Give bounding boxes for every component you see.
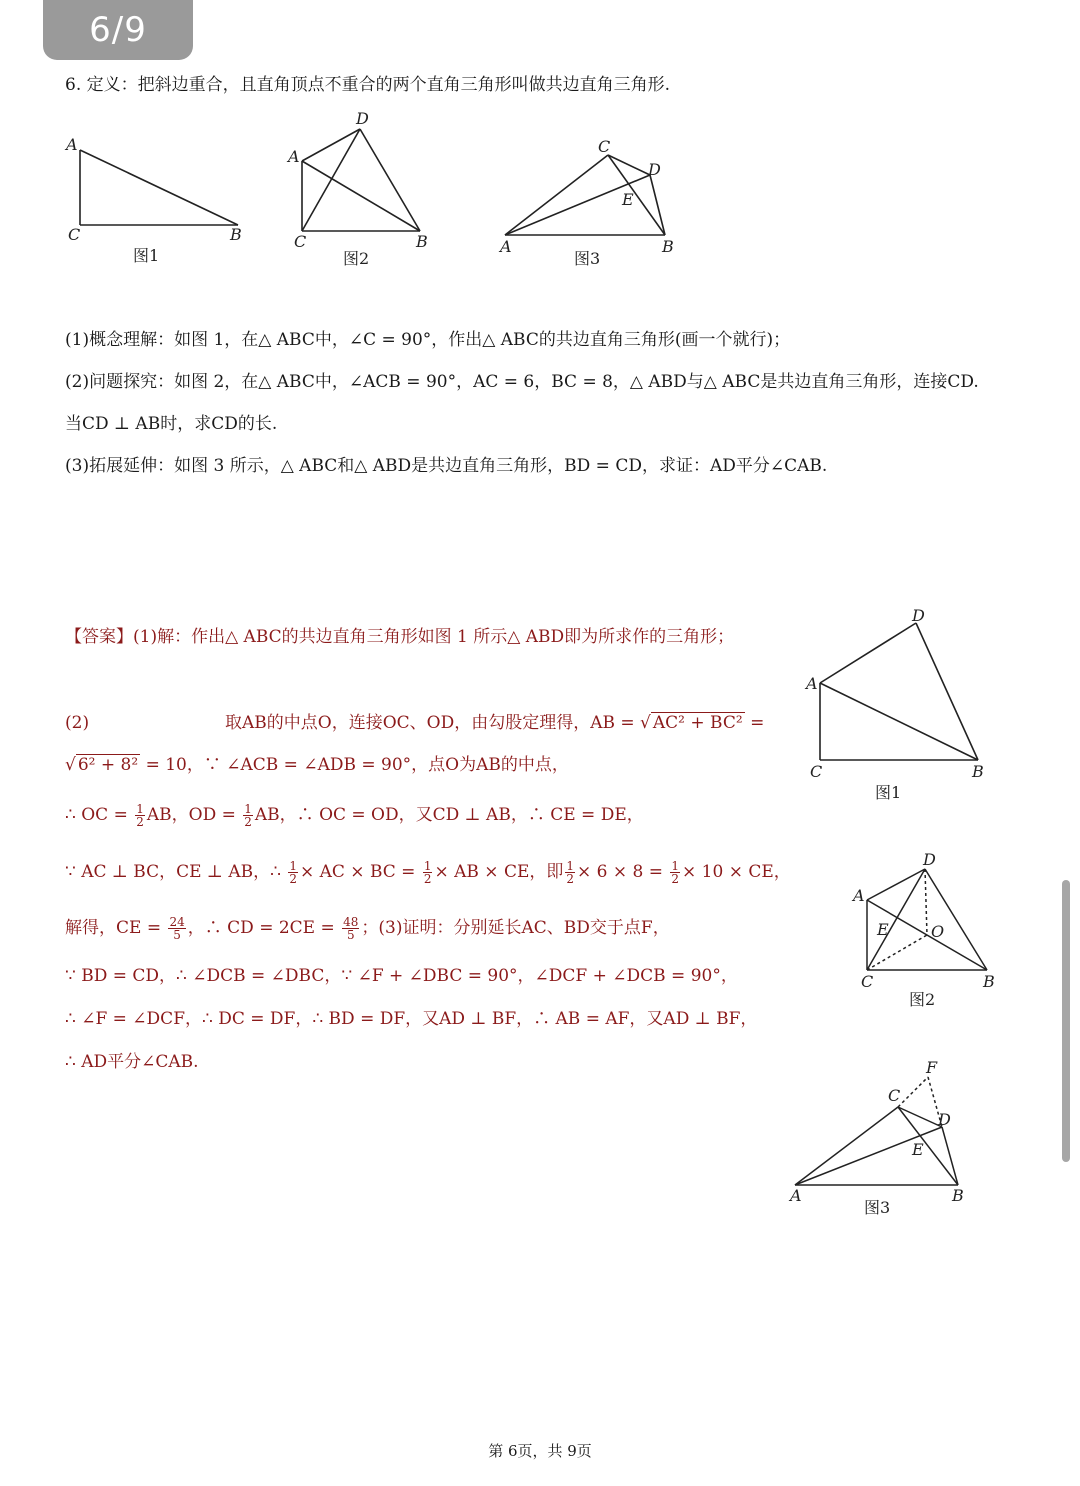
answer-line-4	[65, 803, 644, 828]
fig3-label-d: D	[648, 160, 661, 179]
fraction-cd: $\frac{48}{5}$	[343, 915, 359, 942]
question-2-line-2: 当CD ⊥ AB时，求CD的长.	[65, 414, 278, 434]
page-footer: 第 6页，共 9页	[488, 1442, 592, 1460]
scrollbar-thumb[interactable]	[1062, 880, 1070, 1162]
fraction-half: $\frac{1}{2}$	[244, 802, 252, 829]
fig1-label-a: A	[66, 135, 78, 154]
ans-fig3-label-f: F	[926, 1058, 938, 1077]
answer-line-4-c: AB，∴ OC = OD，又CD ⊥ AB，∴ CE = DE，	[254, 805, 644, 825]
fig1-label-b: B	[230, 225, 242, 244]
fig1-edge-ab	[80, 150, 238, 225]
answer-line-3-text: = 10，∵ ∠ACB = ∠ADB = 90°，点O为AB的中点，	[140, 755, 569, 775]
answer-line-3-sqrt: 6² + 8²	[77, 755, 139, 775]
answer-figure-3	[780, 1055, 980, 1225]
ans-fig2-label-b: B	[983, 972, 995, 991]
fraction-half: $\frac{1}{2}$	[671, 859, 680, 886]
ans-fig3-label-a: A	[790, 1186, 802, 1205]
fig3-label-a: A	[500, 237, 512, 256]
answer-figure-2	[845, 845, 1005, 1015]
answer-line-2-number: (2)	[65, 713, 90, 733]
answer-line-4-a: ∴ OC =	[65, 805, 134, 825]
ans-fig2-caption: 图2	[909, 990, 936, 1009]
fig1-caption: 图1	[133, 246, 160, 265]
problem-figure-3	[490, 130, 690, 275]
answer-line-2-end: =	[744, 713, 765, 733]
fig3-label-c: C	[598, 137, 611, 156]
answer-figure-1	[800, 605, 1000, 805]
answer-line-6	[65, 916, 670, 941]
answer-line-5-b: × AC × BC =	[299, 862, 421, 882]
ans-fig2-label-o: O	[931, 922, 945, 941]
page-indicator-badge: 6/9	[43, 0, 193, 60]
ans-fig1-label-d: D	[912, 606, 925, 625]
definition-text: 6. 定义：把斜边重合，且直角顶点不重合的两个直角三角形叫做共边直角三角形.	[65, 75, 671, 95]
answer-line-5-c: × AB × CE，即	[434, 862, 564, 882]
answer-line-2-sqrt: AC² + BC²	[652, 713, 743, 733]
fraction-half: $\frac{1}{2}$	[566, 859, 574, 886]
ans-fig3-label-e: E	[912, 1140, 924, 1159]
answer-line-4-b: AB，OD =	[146, 805, 242, 825]
fraction-half: $\frac{1}{2}$	[136, 802, 144, 829]
ans-fig2-label-c: C	[861, 972, 874, 991]
ans-fig1-label-b: B	[972, 762, 984, 781]
answer-line-2-text: 取AB的中点O，连接OC、OD，由勾股定理得，AB =	[225, 713, 641, 733]
answer-line-2: 取AB的中点O，连接OC、OD，由勾股定理得，AB = √ AC² + BC² =	[225, 713, 765, 733]
question-1: (1)概念理解：如图 1，在△ ABC中，∠C = 90°，作出△ ABC的共边直角三角形(画一个就行)；	[65, 330, 791, 350]
ans-fig3-label-c: C	[888, 1086, 901, 1105]
fig2-label-c: C	[294, 232, 307, 251]
ans-fig3-caption: 图3	[864, 1198, 891, 1217]
fig2-label-d: D	[356, 109, 369, 128]
fig3-label-e: E	[622, 190, 634, 209]
fig3-label-b: B	[662, 237, 674, 256]
fig1-label-c: C	[68, 225, 81, 244]
answer-line-3: √ 6² + 8² = 10，∵ ∠ACB = ∠ADB = 90°，点O为AB的中点，	[65, 755, 569, 775]
answer-line-6-c: ；(3)证明：分别延长AC、BD交于点F，	[361, 918, 670, 938]
fig2-caption: 图2	[343, 249, 370, 268]
answer-line-6-b: ，∴ CD = 2CE =	[187, 918, 341, 938]
ans-fig2-label-a: A	[853, 886, 865, 905]
answer-line-8: ∴ ∠F = ∠DCF，∴ DC = DF，∴ BD = DF，又AD ⊥ BF，∴ AB = AF，又AD ⊥ BF，	[65, 1009, 758, 1029]
ans-fig3-label-b: B	[952, 1186, 964, 1205]
answer-line-5-a: ∵ AC ⊥ BC，CE ⊥ AB，∴	[65, 862, 287, 882]
answer-line-5	[65, 860, 791, 885]
ans-fig2-label-d: D	[923, 850, 936, 869]
ans-fig1-caption: 图1	[875, 783, 902, 802]
fig3-caption: 图3	[574, 249, 601, 268]
ans-fig1-label-c: C	[810, 762, 823, 781]
answer-line-1: 【答案】(1)解：作出△ ABC的共边直角三角形如图 1 所示△ ABD即为所求作的三角形；	[65, 627, 735, 647]
answer-line-6-a: 解得，CE =	[65, 918, 167, 938]
answer-line-9: ∴ AD平分∠CAB.	[65, 1052, 199, 1072]
fraction-ce: $\frac{24}{5}$	[169, 915, 185, 942]
fig2-label-b: B	[416, 232, 428, 251]
answer-line-7: ∵ BD = CD，∴ ∠DCB = ∠DBC，∵ ∠F + ∠DBC = 90°，∠DCF + ∠DCB = 90°，	[65, 966, 738, 986]
problem-figure-2	[280, 105, 450, 275]
ans-fig3-label-d: D	[938, 1110, 951, 1129]
answer-line-5-e: × 10 × CE，	[682, 862, 791, 882]
problem-figure-1	[60, 130, 260, 270]
fraction-half: $\frac{1}{2}$	[423, 859, 432, 886]
fraction-half: $\frac{1}{2}$	[289, 859, 297, 886]
question-3: (3)拓展延伸：如图 3 所示，△ ABC和△ ABD是共边直角三角形，BD = CD，求证：AD平分∠CAB.	[65, 456, 828, 476]
fig2-label-a: A	[288, 147, 300, 166]
question-2-line-1: (2)问题探究：如图 2，在△ ABC中，∠ACB = 90°，AC = 6，BC = 8，△ ABD与△ ABC是共边直角三角形，连接CD.	[65, 372, 979, 392]
answer-line-5-d: × 6 × 8 =	[577, 862, 669, 882]
ans-fig2-label-e: E	[877, 920, 889, 939]
ans-fig1-label-a: A	[806, 674, 818, 693]
